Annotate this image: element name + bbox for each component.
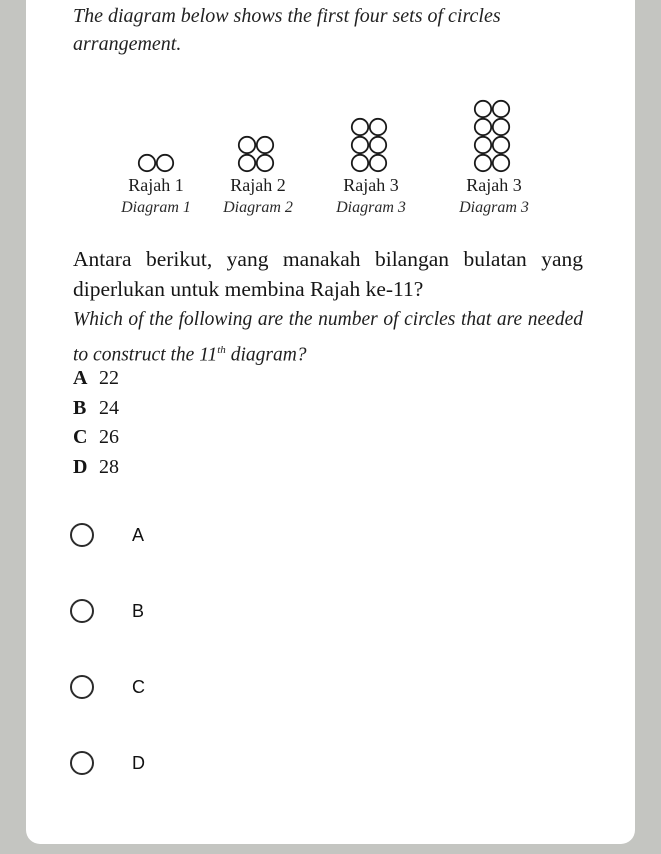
- diagram-3-label: [316, 174, 426, 220]
- diagram-1-label-en: Diagram 1: [121, 199, 191, 216]
- answer-d[interactable]: [70, 745, 270, 785]
- diagram-3-circle: [352, 119, 368, 135]
- answer-b-label[interactable]: B: [132, 601, 145, 621]
- diagram-2-circle: [239, 137, 255, 153]
- question-text-english: [73, 305, 583, 371]
- diagram-1-circle: [139, 155, 155, 171]
- intro-text: The diagram below shows the first four sets of circles arrangement.: [73, 5, 501, 55]
- diagram-4-circle: [493, 137, 509, 153]
- circle-diagrams: [26, 86, 635, 186]
- diagram-row: [26, 86, 635, 236]
- diagram-4-label-en: Diagram 3: [459, 199, 529, 216]
- question-image: [26, 0, 635, 490]
- option-a: [73, 364, 119, 394]
- diagram-3-circle: [352, 137, 368, 153]
- question-text-english-main: Which of the following are the number of circles that are needed to construct the 11: [73, 309, 583, 366]
- option-c: [73, 423, 119, 453]
- diagram-4-label-ms: Rajah 3: [466, 175, 522, 195]
- diagram-1-label-ms: Rajah 1: [128, 175, 184, 195]
- question-text-malay: Antara berikut, yang manakah bilangan bulatan yang diperlukan untuk membina Rajah ke-11?: [73, 247, 583, 301]
- option-d-value: 28: [99, 455, 119, 478]
- answer-c[interactable]: [70, 669, 270, 709]
- option-d: [73, 453, 119, 483]
- option-c-value: 26: [99, 426, 119, 448]
- option-list: [73, 364, 119, 482]
- diagram-3-circle: [370, 155, 386, 171]
- option-b-letter: B: [73, 396, 87, 419]
- option-a-letter: A: [73, 367, 88, 389]
- diagram-4-circle: [493, 101, 509, 117]
- diagram-1-circle: [157, 155, 173, 171]
- diagram-4-circle: [475, 155, 491, 171]
- diagram-4-circle: [475, 137, 491, 153]
- question-card: [26, 0, 635, 844]
- answer-b[interactable]: [70, 593, 270, 633]
- question-text-english-sup: th: [217, 344, 226, 356]
- diagram-4-circle: [493, 119, 509, 135]
- answer-a-label[interactable]: A: [132, 525, 145, 545]
- answer-d-radio[interactable]: [70, 751, 94, 775]
- diagram-3-circle: [352, 155, 368, 171]
- answer-a[interactable]: [70, 517, 270, 557]
- answer-b-radio[interactable]: [70, 599, 94, 623]
- diagram-1-label: [101, 174, 211, 220]
- option-d-letter: D: [73, 455, 88, 478]
- diagram-2-circle: [239, 155, 255, 171]
- diagram-3-label-ms: Rajah 3: [343, 175, 399, 195]
- answer-a-radio[interactable]: [70, 523, 94, 547]
- diagram-3-label-en: Diagram 3: [336, 199, 406, 216]
- diagram-2-circle: [257, 137, 273, 153]
- option-c-letter: C: [73, 426, 88, 448]
- option-b-value: 24: [99, 396, 119, 419]
- answer-c-label[interactable]: C: [132, 677, 145, 697]
- question-text-english-end: diagram?: [225, 344, 307, 366]
- diagram-4-circle: [475, 119, 491, 135]
- diagram-2-label-ms: Rajah 2: [230, 175, 286, 195]
- diagram-2-label-en: Diagram 2: [223, 199, 293, 216]
- answer-d-label[interactable]: D: [132, 753, 145, 773]
- option-b: [73, 394, 119, 424]
- answer-c-radio[interactable]: [70, 675, 94, 699]
- option-a-value: 22: [99, 367, 119, 389]
- diagram-4-circle: [493, 155, 509, 171]
- diagram-2-label: [203, 174, 313, 220]
- diagram-3-circle: [370, 137, 386, 153]
- diagram-4-circle: [475, 101, 491, 117]
- diagram-4-label: [439, 174, 549, 220]
- diagram-3-circle: [370, 119, 386, 135]
- diagram-2-circle: [257, 155, 273, 171]
